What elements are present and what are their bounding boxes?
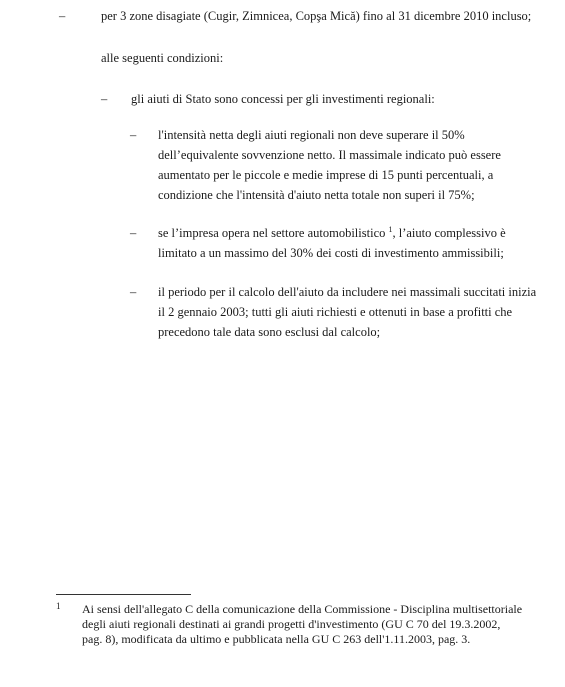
sub-item-dash: – [130, 226, 137, 240]
sub-item-line: limitato a un massimo del 30% dei costi di investimento ammissibili; [158, 246, 504, 260]
sub-item-line: l'intensità netta degli aiuti regionali non deve superare il 50% [158, 128, 465, 142]
sub-item-line: dell’equivalente sovvenzione netto. Il massimale indicato può essere [158, 148, 501, 162]
intro-item-text: per 3 zone disagiate (Cugir, Zimnicea, Copşa Mică) fino al 31 dicembre 2010 incluso; [101, 9, 532, 23]
footnote-line: Ai sensi dell'allegato C della comunicazione della Commissione - Disciplina multisettoriale [82, 602, 523, 616]
sub-item-line: il periodo per il calcolo dell'aiuto da includere nei massimali succitati inizia [158, 285, 537, 299]
conditions-heading: alle seguenti condizioni: [101, 51, 224, 65]
sub-item-dash: – [130, 285, 137, 299]
footnote-reference[interactable]: 1 [388, 225, 393, 234]
sub-item-text: , l’aiuto complessivo è [392, 226, 506, 240]
sub-item-line: il 2 gennaio 2003; tutti gli aiuti richiesti e ottenuti in base a profitti che [158, 305, 513, 319]
level1-item-text: gli aiuti di Stato sono concessi per gli investimenti regionali: [131, 92, 435, 106]
footnote-number: 1 [56, 601, 61, 611]
sub-item-line: precedono tale data sono esclusi dal calcolo; [158, 325, 381, 339]
sub-item-line: condizione che l'intensità d'aiuto netta totale non superi il 75%; [158, 188, 475, 202]
footnote-line: pag. 8), modificata da ultimo e pubblicata nella GU C 263 dell'1.11.2003, pag. 3. [82, 632, 471, 646]
sub-item-line: aumentato per le piccole e medie imprese di 15 punti percentuali, a [158, 168, 494, 182]
footnote-line: degli aiuti regionali destinati ai grandi progetti d'investimento (GU C 70 del 19.3.2002, [82, 617, 501, 631]
sub-item-text: se l’impresa opera nel settore automobilistico [158, 226, 389, 240]
intro-item-dash: – [59, 9, 66, 23]
sub-item-dash: – [130, 128, 137, 142]
level1-item-dash: – [101, 92, 108, 106]
sub-item-line [158, 226, 506, 241]
footnote-separator [56, 594, 191, 595]
